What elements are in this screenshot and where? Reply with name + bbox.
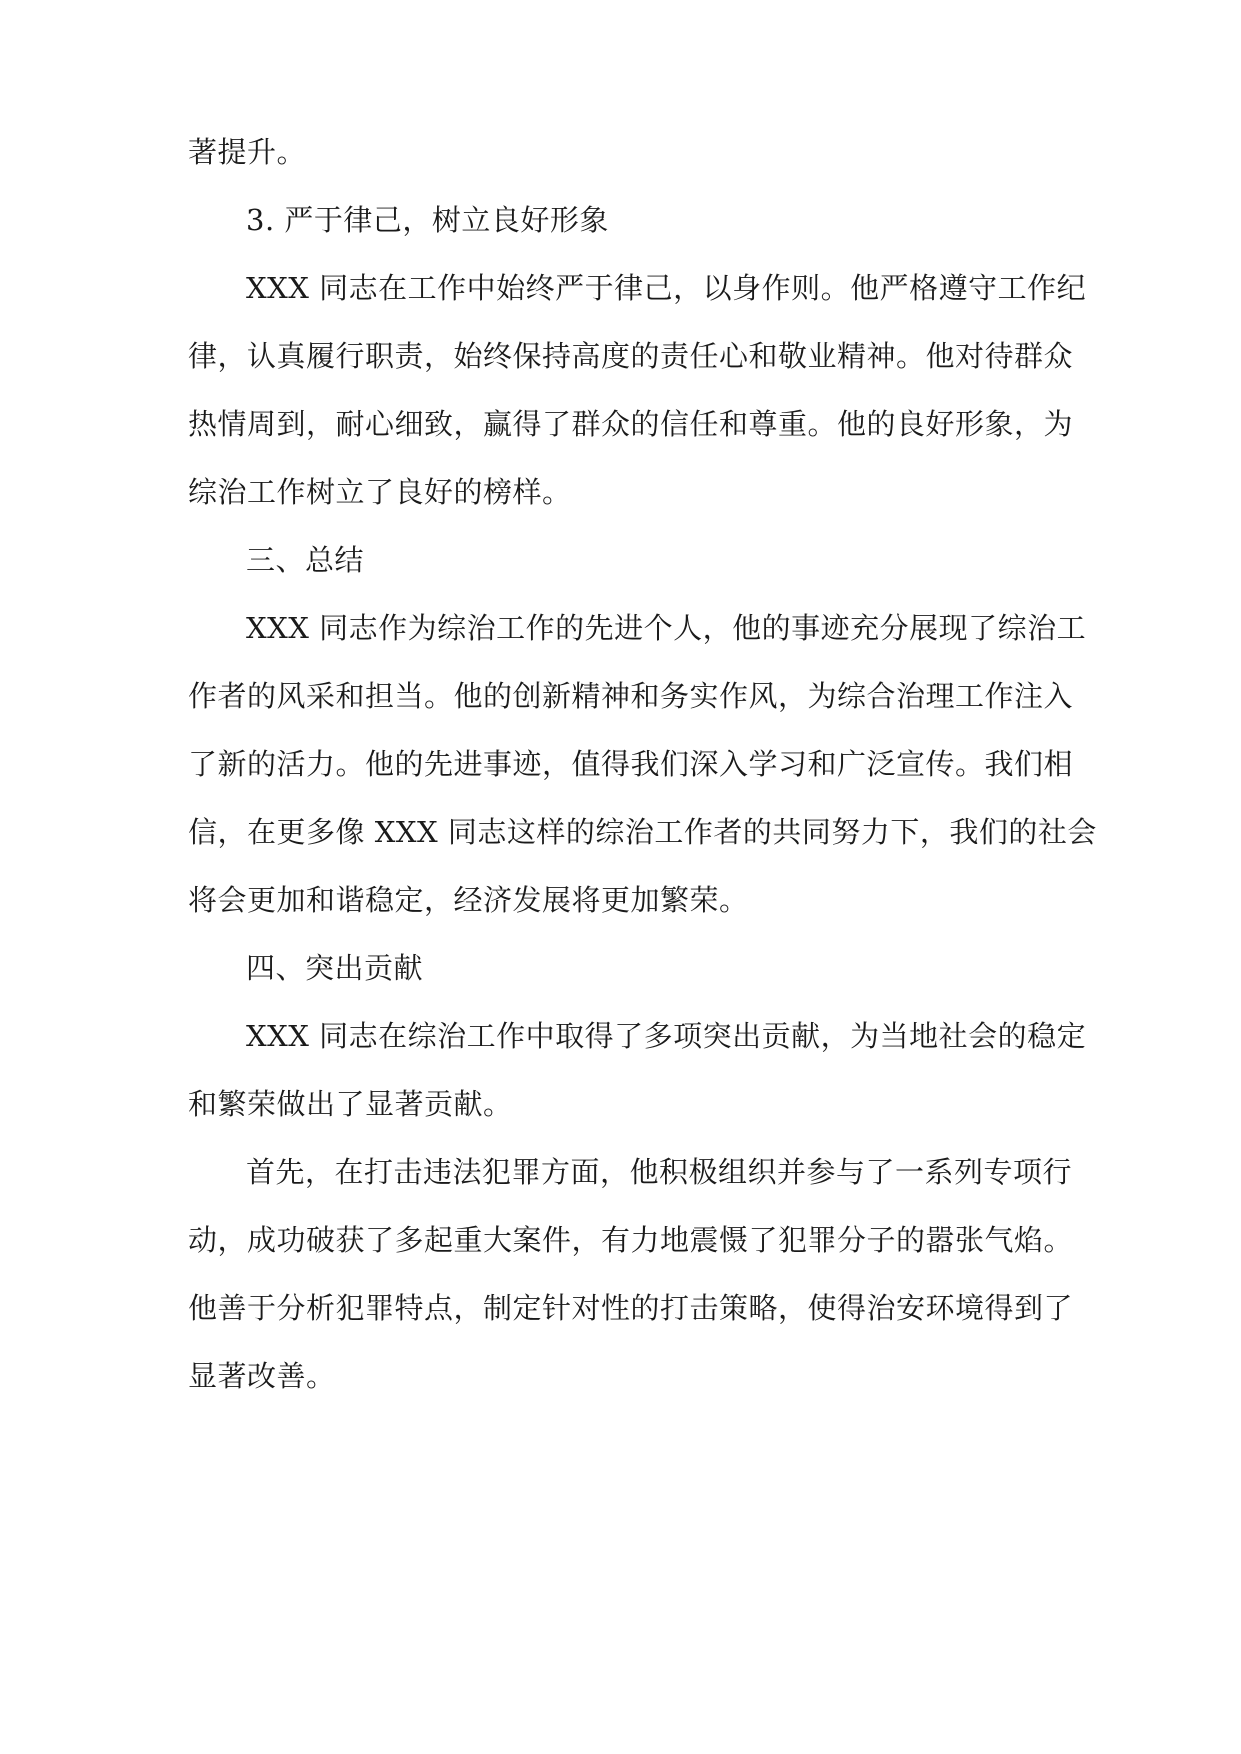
paragraph-line: 和繁荣做出了显著贡献。 xyxy=(188,1087,513,1121)
paragraph-line: 显著改善。 xyxy=(188,1359,336,1393)
paragraph-line: 他善于分析犯罪特点，制定针对性的打击策略，使得治安环境得到了 xyxy=(188,1291,1074,1325)
subsection-heading-3: 3. 严于律己，树立良好形象 xyxy=(246,203,609,237)
paragraph-line: XXX 同志作为综治工作的先进个人，他的事迹充分展现了综治工 xyxy=(246,611,1087,645)
paragraph-line: 综治工作树立了良好的榜样。 xyxy=(188,475,572,509)
paragraph-line: 信，在更多像 XXX 同志这样的综治工作者的共同努力下，我们的社会 xyxy=(188,815,1097,849)
paragraph-line: 首先，在打击违法犯罪方面，他积极组织并参与了一系列专项行 xyxy=(246,1155,1073,1189)
paragraph-line: XXX 同志在综治工作中取得了多项突出贡献，为当地社会的稳定 xyxy=(246,1019,1087,1053)
paragraph-line: 将会更加和谐稳定，经济发展将更加繁荣。 xyxy=(188,883,749,917)
paragraph-line: XXX 同志在工作中始终严于律己，以身作则。他严格遵守工作纪 xyxy=(246,271,1087,305)
paragraph-line: 律，认真履行职责，始终保持高度的责任心和敬业精神。他对待群众 xyxy=(188,339,1074,373)
paragraph-line: 作者的风采和担当。他的创新精神和务实作风，为综合治理工作注入 xyxy=(188,679,1074,713)
paragraph-line: 了新的活力。他的先进事迹，值得我们深入学习和广泛宣传。我们相 xyxy=(188,747,1074,781)
paragraph-line: 动，成功破获了多起重大案件，有力地震慑了犯罪分子的嚣张气焰。 xyxy=(188,1223,1074,1257)
section-heading-contributions: 四、突出贡献 xyxy=(246,951,424,985)
paragraph-continuation-line: 著提升。 xyxy=(188,135,307,169)
paragraph-line: 热情周到，耐心细致，赢得了群众的信任和尊重。他的良好形象，为 xyxy=(188,407,1074,441)
section-heading-summary: 三、总结 xyxy=(246,543,365,577)
